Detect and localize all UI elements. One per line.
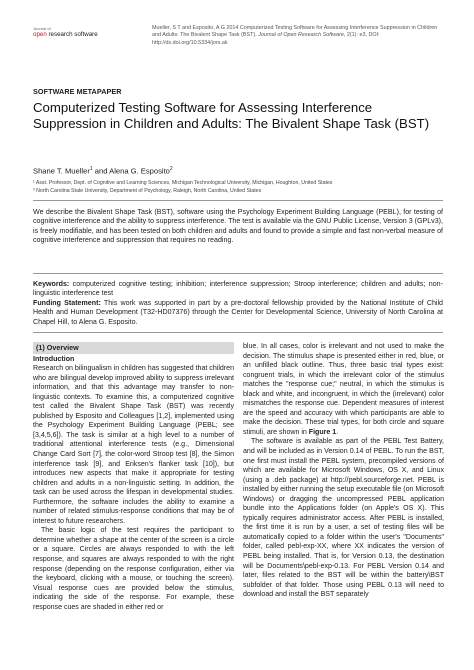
- right-paragraph-1: [243, 342, 444, 437]
- funding-text: This work was supported in part by a pre-doctoral fellowship provided by the National Institute of Child Health and Human Development (T32-HD07376) through the Center for Developmental Science, University of North Carolina at Chapel Hill, to Alena G. Esposito.: [33, 298, 443, 326]
- left-paragraph-2: The basic logic of the test requires the participant to determine whether a shape at the center of the screen is a circle or a square. Circles are always responded to with the left response, and squares are always responded to with the right response (depending on the response configuration, either via the keyboard, clicking with a mouse, or touching the screen). Visual response cues are provided below the stimulus, indicating the side of the response. For example, these response cues are shaded in either red or: [33, 527, 234, 611]
- figure-ref[interactable]: Figure 1: [308, 428, 337, 436]
- affiliations: [33, 179, 332, 195]
- abstract: We describe the Bivalent Shape Task (BST), software using the Psychology Experiment Building Language (PEBL), for testing of cognitive interference and the ability to suppress interference. The test is available via the GNU Public License, Version 3 (GPLv3), is freely modifiable, and has been tested on both children and adults and found to provide a simple and fast non-verbal measure of cognitive interference and suppression that requires no reading.: [33, 208, 443, 245]
- paper-title: Computerized Testing Software for Assessing Interference Suppression in Children and Adults: The Bivalent Shape Task (BST): [33, 100, 430, 131]
- author-line: [33, 166, 173, 176]
- logo-rest-text: research software: [46, 31, 98, 38]
- logo-accent-text: open: [33, 31, 47, 38]
- logo-main-text: [33, 32, 98, 38]
- divider-top: [33, 200, 443, 201]
- section-label: SOFTWARE METAPAPER: [33, 87, 122, 96]
- left-paragraph-1: Research on bilingualism in children has suggested that children who are bilingual develop improved ability to suppress irrelevant information, and that this advantage may transfer to non-linguistic contexts. To examine this, a computerized cognitive test called the Bivalent Shape Task (BST) was recently published by Esposito and Colleagues [1,2], implemented using the Psychology Experiment Building Language (PEBL; see [3,4,5,6]). The task is similar at a high level to a number of traditional attentional interference tests (e.g., Dimensional Change Card Sort [7], the color-word Stroop test [8], the Simon interference task [9], and Eriksen's flanker task [10]), but introduces new aspects that make it appropriate for testing children and adults in a non-linguistic setting. In addition, the task can be used across the lifespan in developmental studies. Furthermore, the software includes the ability to examine a number of related stimulus-response conditions that may be of interest to future researchers.: [33, 365, 234, 525]
- funding-label: Funding Statement:: [33, 298, 101, 307]
- author-2: Alena G. Esposito: [109, 166, 170, 176]
- citation-journal: Journal of Open Research Software,: [258, 32, 346, 39]
- keywords-block: [33, 280, 443, 327]
- author-1: Shane T. Mueller: [33, 166, 90, 176]
- author-conjunction: and: [92, 166, 110, 176]
- citation-part2: 2(1): e3, DOI: http://dx.doi.org/10.5334/jors.ak: [152, 32, 380, 46]
- affiliation-2: ² North Carolina State University, Department of Psychology, Raleigh, North Carolina, United States: [33, 188, 262, 194]
- body-left-column: [33, 342, 234, 612]
- section-head-overview: (1) Overview: [33, 342, 234, 354]
- subhead-introduction: Introduction: [33, 354, 75, 363]
- affiliation-1: ¹ Asst. Professor, Dept. of Cognitive and Learning Sciences, Michigan Technological University, Michigan, Houghton, United States: [33, 180, 333, 186]
- right-p1-text: blue. In all cases, color is irrelevant and not used to make the decision. The stimulus shape is presented either in red, blue, or an unfilled black outline. Thus, three basic trial types exist: congruent trials, in which the irrelevant color of the stimulus matches the "response cue;" neutral, in which the stimulus is black and white, and incongruent, in which the (irrelevant) color mismatches the response cue. Dependent measures of interest are the speed and accuracy with which participants are able to make the decision. These trial types, for both circle and square stimuli, are shown in: [243, 343, 444, 436]
- keywords-label: Keywords:: [33, 280, 70, 288]
- author-2-sup: 2: [169, 166, 173, 172]
- divider-mid: [33, 273, 443, 274]
- journal-logo: [33, 27, 98, 38]
- right-p1-end: .: [336, 428, 339, 436]
- body-right-column: [243, 342, 444, 600]
- keywords-text: computerized cognitive testing; inhibition; interference suppression; Stroop interference; children and adults; non-linguistic interference test: [33, 280, 443, 298]
- author-1-sup: 1: [89, 166, 93, 172]
- right-paragraph-2: The software is available as part of the PEBL Test Battery, and will be included as in Version 0.14 of PEBL. To run the BST, one first must install the PEBL system, precompiled versions of which are available for Microsoft Windows, OS X, and Linux (using a .deb package) at http://pebl.sourceforge.net. PEBL is installed by either running the setup executable file (on Microsoft Windows) or dragging the uncompressed PEBL application bundle into the Applications folder (on Apple's OS X). This typically requires administrator access. After PEBL is installed, the first time it is run by a user, a set of testing files will be automatically copied to a folder within the user's "Documents" folder, called pebl-exp-XX, where XX indicates the version of PEBL being installed. That is, for Version 0.13, the destination will be Documents\pebl-exp-0.13. For PEBL Version 0.14 and later, files related to the BST will be within the battery\BST subfolder of that folder. Those using PEBL 0.13 will need to download and install the BST separately: [243, 438, 444, 599]
- funding-para: [33, 299, 443, 327]
- logo-small-text: Journal of: [33, 26, 51, 31]
- citation-header: [152, 25, 444, 47]
- divider-bottom: [33, 332, 443, 333]
- keywords-para: [33, 280, 443, 299]
- citation-part1: Mueller, S T and Esposito, A G 2014 Computerized Testing Software for Assessing Interference Suppression in Children and Adults: The Bivalent Shape Task (BST).: [152, 25, 438, 39]
